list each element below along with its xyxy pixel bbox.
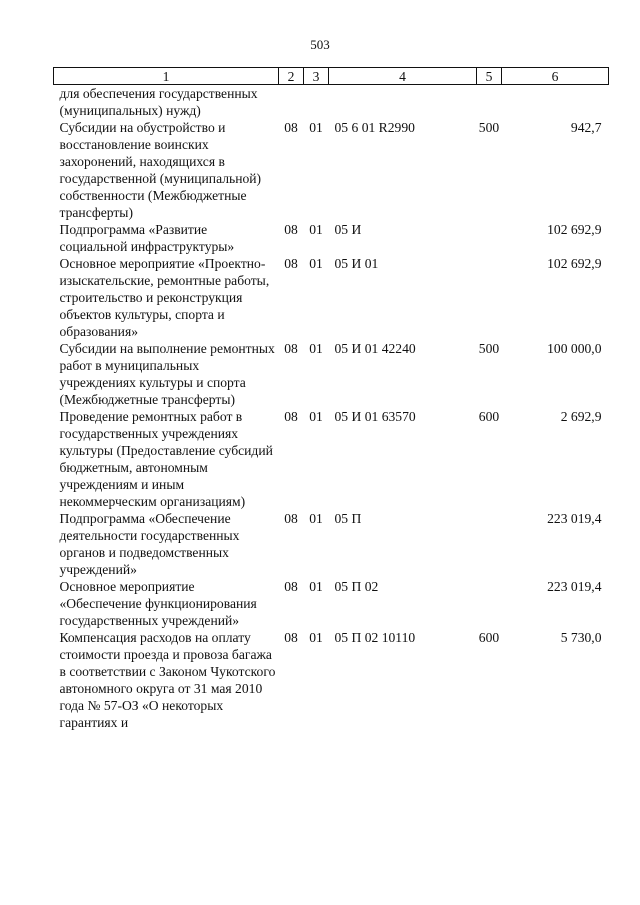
row-podrazdel: 01 [309, 341, 323, 356]
row-vr: 500 [478, 120, 500, 135]
row-podrazdel: 01 [309, 256, 323, 271]
row-csr [329, 85, 477, 120]
row-podrazdel: 01 [309, 222, 323, 237]
row-name: Основное мероприятие «Проектно-изыскательские, ремонтные работы, строительство и реконструкция объектов культуры, спорта и образования» [59, 256, 270, 339]
row-name: Подпрограмма «Обеспечение деятельности государственных органов и подведомственных учреждений» [59, 511, 240, 577]
row-sum: 223 019,4 [547, 511, 602, 526]
row-razdel: 08 [284, 409, 298, 424]
row-podrazdel: 01 [309, 579, 323, 594]
row-csr: 05 И 01 [334, 256, 379, 271]
table-row [54, 510, 609, 578]
table-row [54, 221, 609, 255]
row-name: Основное мероприятие «Обеспечение функционирования государственных учреждений» [59, 579, 257, 628]
row-razdel: 08 [284, 341, 298, 356]
row-vr [477, 85, 502, 120]
row-sum: 2 692,9 [560, 409, 602, 424]
column-header: 1 [54, 68, 279, 85]
row-sum: 942,7 [570, 120, 602, 135]
row-vr [477, 255, 502, 340]
row-name: Компенсация расходов на оплату стоимости проезда и провоза багажа в соответствии с Законом Чукотского автономного округа от 31 мая 2010 года № 57-ОЗ «О некоторых гарантиях и [59, 630, 276, 730]
row-podrazdel: 01 [309, 630, 323, 645]
row-razdel: 08 [284, 579, 298, 594]
row-name: Субсидии на обустройство и восстановление воинских захоронений, находящихся в государственной (муниципальной) собственности (Межбюджетные трансферты) [59, 120, 262, 220]
row-sum: 102 692,9 [547, 222, 602, 237]
row-podrazdel: 01 [309, 409, 323, 424]
row-podrazdel [304, 85, 329, 120]
budget-table [53, 67, 609, 731]
row-sum: 5 730,0 [560, 630, 602, 645]
row-csr: 05 П 02 10110 [334, 630, 416, 645]
row-name: Субсидии на выполнение ремонтных работ в муниципальных учреждениях культуры и спорта (Межбюджетные трансферты) [59, 341, 275, 407]
row-vr: 600 [478, 409, 500, 424]
row-vr [477, 510, 502, 578]
row-podrazdel: 01 [309, 511, 323, 526]
row-csr: 05 И 01 63570 [334, 409, 416, 424]
row-razdel: 08 [284, 511, 298, 526]
row-sum: 100 000,0 [547, 341, 602, 356]
table-row [54, 340, 609, 408]
row-vr [477, 221, 502, 255]
table-row [54, 629, 609, 731]
row-vr [477, 578, 502, 629]
row-csr: 05 6 01 R2990 [334, 120, 415, 135]
table-header-row [54, 68, 609, 85]
page-number: 503 [310, 37, 330, 52]
column-header: 6 [502, 68, 609, 85]
row-razdel: 08 [284, 256, 298, 271]
row-sum [502, 85, 609, 120]
column-header: 4 [329, 68, 477, 85]
row-csr: 05 П [334, 511, 362, 526]
row-csr: 05 П 02 [334, 579, 379, 594]
row-razdel [279, 85, 304, 120]
column-header: 2 [279, 68, 304, 85]
column-header: 5 [477, 68, 502, 85]
row-name: Подпрограмма «Развитие социальной инфраструктуры» [59, 222, 235, 254]
row-razdel: 08 [284, 222, 298, 237]
row-sum: 102 692,9 [547, 256, 602, 271]
row-csr: 05 И 01 42240 [334, 341, 416, 356]
table-row [54, 119, 609, 221]
row-razdel: 08 [284, 120, 298, 135]
row-csr: 05 И [334, 222, 362, 237]
row-razdel: 08 [284, 630, 298, 645]
row-podrazdel: 01 [309, 120, 323, 135]
row-vr: 500 [478, 341, 500, 356]
column-header: 3 [304, 68, 329, 85]
table-row [54, 578, 609, 629]
table-row [54, 255, 609, 340]
row-name: для обеспечения государственных (муниципальных) нужд) [59, 86, 258, 118]
row-vr: 600 [478, 630, 500, 645]
row-name: Проведение ремонтных работ в государственных учреждениях культуры (Предоставление субсидий бюджетным, автономным учреждениям и иным некоммерческим организациям) [59, 409, 273, 509]
row-sum: 223 019,4 [547, 579, 602, 594]
table-row [54, 85, 609, 120]
table-row [54, 408, 609, 510]
